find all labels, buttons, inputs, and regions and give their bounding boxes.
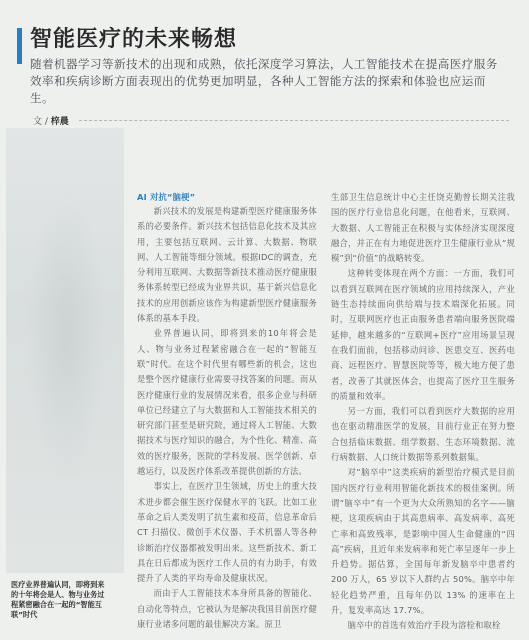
author-prefix: 文 / <box>33 117 51 127</box>
paragraph: 业界普遍认同，即将到来的10年将会是人、物与业务过程紧密融合在一起的“智能互联”时代。在这个时代里有哪些新的机会，这也是整个医疗健康行业需要寻找答案的问题。而从医疗健康行业的发展情况来看，很多企业与科研单位已经建立了与大数据和人工智能技术相关的研究部门甚至是研究院，通过将人工智能、大数据技术与医疗知识的融合，为个性化、精准、高效的医疗服务，医院的学科发展、医学创新、卓越运行，以及医疗体系改革提供创新的方法。 <box>137 328 317 477</box>
author-byline <box>33 114 69 127</box>
paragraph: 脑卒中的首选有效治疗手段为溶栓和取栓 <box>347 620 501 631</box>
paragraph: 生部卫生信息统计中心主任饶克勤曾长期关注我国的医疗行业信息化问题，在他看来，互联网、大数据、人工智能正在积极与实体经济实现深度融合，并正在有力地促进医疗卫生健康行业从“规模”到“价值”的战略转变。 <box>331 192 515 264</box>
body-column-2 <box>331 190 515 634</box>
paragraph: 另一方面，我们可以看到医疗大数据的应用也在驱动精准医学的发展，目前行业正在努力整合包括临床数据、组学数据、生态环境数据、流行病数据、人口统计数据等系列数据集。 <box>331 406 515 463</box>
paragraph: 新兴技术的发展是构建新型医疗健康服务体系的必要条件。新兴技术包括信息化技术及其应用，主要包括互联网、云计算、大数据、物联网、人工智能等细分领域。根据IDC的调查，充分利用互联网、大数据等新技术推动医疗健康服务体系转型已经成为业界共识，基于新兴信息化技术的应用创新应该作为构建新型医疗健康服务体系的基本手段。 <box>137 206 317 324</box>
section-subhead: AI 对抗“脑梗” <box>137 192 196 202</box>
photo-caption: 医疗业界普遍认同，即将到来的十年将会是人、物与业务过程紧密融合在一起的“智能互联”时代 <box>11 580 105 619</box>
paragraph: 而由于人工智能技术本身所具备的智能化、自动化等特点，它被认为是解决我国目前医疗健康行业诸多问题的最佳解决方案。原卫 <box>137 588 317 630</box>
paragraph: 这种转变体现在两个方面：一方面，我们可以看到互联网在医疗领域的应用持续深入，产业链生态持续面向供给端与技术端深化拓展。同时，互联网医疗也正由服务患者端向服务医院端延伸，越来越多的“互联网+医疗”应用场景呈现在我们面前，包括移动问诊、医患交互、医药电商、远程医疗、智慧医院等等，极大地方便了患者，改善了其就医体会，也提高了医疗卫生服务的质量和效率。 <box>331 268 515 401</box>
photo-figure <box>26 188 106 488</box>
article-lead: 随着机器学习等新技术的出现和成熟，依托深度学习算法，人工智能技术在提高医疗服务效率和疾病诊断方面表现出的优势更加明显，各种人工智能方法的探索和体验也应运而生。 <box>30 57 498 105</box>
body-column-1 <box>137 191 317 632</box>
article-photo <box>6 128 124 573</box>
article-title: 智能医疗的未来畅想 <box>30 27 238 52</box>
title-accent-bar <box>17 28 22 64</box>
author-name: 梓晨 <box>50 117 69 127</box>
paragraph: 对“脑卒中”这类疾病的新型治疗模式是目前国内医疗行业利用智能化新技术的极佳案例。所谓“脑卒中”有一个更为大众所熟知的名字——脑梗，这项疾病由于其高患病率、高发病率、高死亡率和高致残率，是影响中国人生命健康的“四高”疾病，且近年来发病率和死亡率呈逐年一步上升趋势。据估算，全国每年新发脑卒中患者约 200 万人，65 岁以下人群约占 50%。脑卒中年轻化趋势严重，且每年仍以 13% 的速率在上升，复发率高达 17.7%。 <box>331 467 515 616</box>
paragraph: 事实上，在医疗卫生领域，历史上的重大技术进步都会催生医疗保健水平的飞跃。比如工业革命之后人类发明了抗生素和疫苗，信息革命后 CT 扫描仪、微创手术仪器、手术机器人等各种诊断治疗仪器都被发明出来。这些新技术、新工具在日后都成为医疗工作人员的有力助手，有效提升了人类的平均寿命及健康状况。 <box>137 481 317 584</box>
byline-divider <box>79 120 509 121</box>
